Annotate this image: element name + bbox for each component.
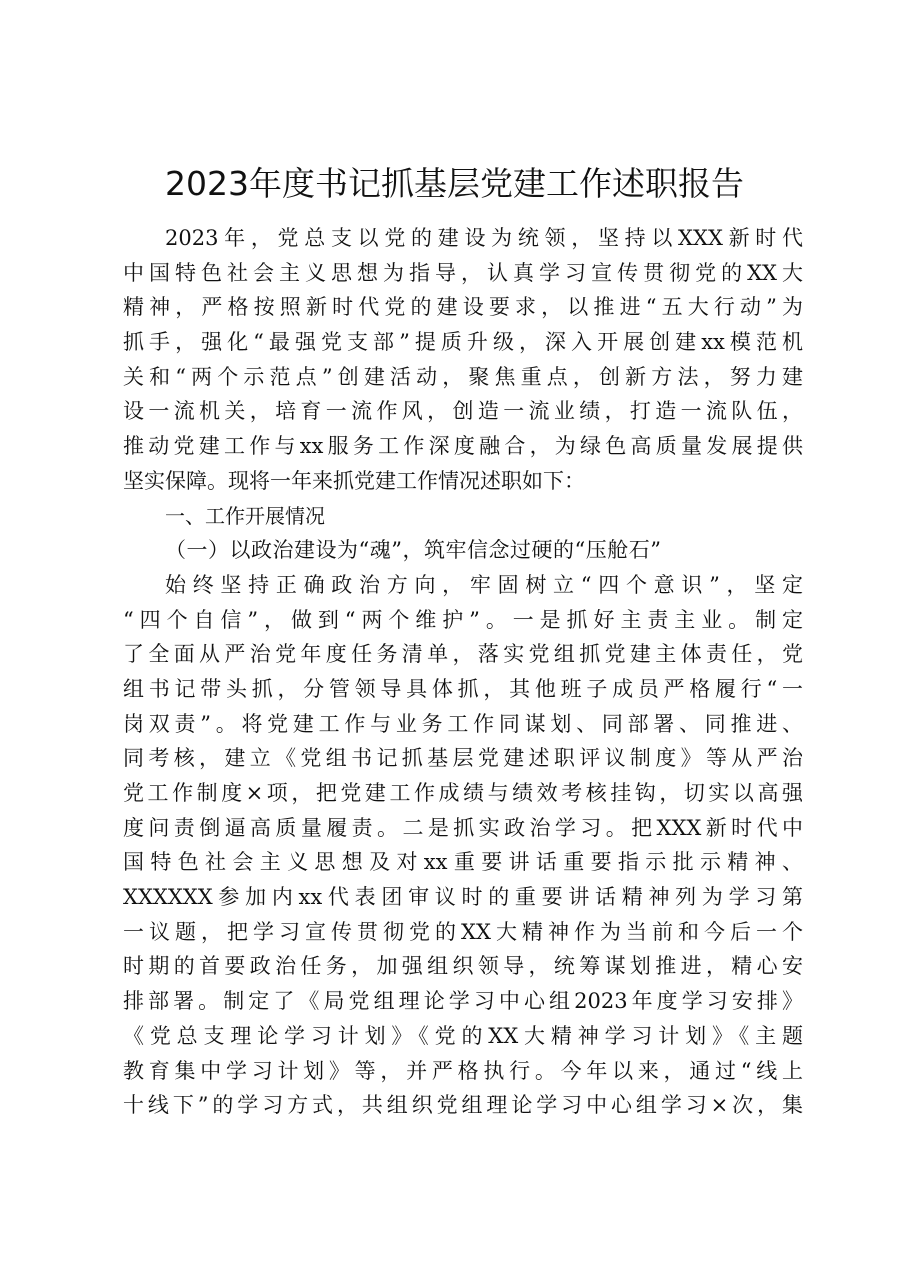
paragraph-line: 国特色社会主义思想及对xx重要讲话重要指示批示精神、 bbox=[123, 850, 803, 875]
paragraph-line: 岗双责”。将党建工作与业务工作同谋划、同部署、同推进、 bbox=[123, 711, 803, 736]
paragraph-line: 坚实保障。现将一年来抓党建工作情况述职如下： bbox=[123, 468, 585, 493]
paragraph-line: 关和“两个示范点”创建活动，聚焦重点，创新方法，努力建 bbox=[123, 364, 803, 389]
paragraph-line: “四个自信”，做到“两个维护”。一是抓好主责主业。制定 bbox=[123, 607, 803, 632]
paragraph-line: 一议题，把学习宣传贯彻党的XX大精神作为当前和今后一个 bbox=[123, 919, 803, 944]
paragraph-line: 教育集中学习计划》等，并严格执行。今年以来，通过“线上 bbox=[123, 1058, 803, 1083]
paragraph-line: 组书记带头抓，分管领导具体抓，其他班子成员严格履行“一 bbox=[123, 676, 803, 701]
subsection-heading: （一）以政治建设为“魂”，筑牢信念过硬的“压舱石” bbox=[165, 538, 662, 563]
paragraph-line: 了全面从严治党年度任务清单，落实党组抓党建主体责任，党 bbox=[123, 642, 803, 667]
paragraph-line: 党工作制度×项，把党建工作成绩与绩效考核挂钩，切实以高强 bbox=[123, 781, 803, 805]
paragraph-line: 设一流机关，培育一流作风，创造一流业绩，打造一流队伍， bbox=[123, 399, 803, 424]
paragraph-line: 同考核，建立《党组书记抓基层党建述职评议制度》等从严治 bbox=[123, 746, 803, 771]
paragraph-line: 中国特色社会主义思想为指导，认真学习宣传贯彻党的XX大 bbox=[123, 260, 803, 285]
paragraph-line: 排部署。制定了《局党组理论学习中心组2023年度学习安排》 bbox=[123, 989, 803, 1014]
paragraph-line: 2023年，党总支以党的建设为统领，坚持以XXX新时代 bbox=[165, 226, 803, 250]
document-body bbox=[123, 221, 803, 1123]
paragraph-line: XXXXXX参加内xx代表团审议时的重要讲话精神列为学习第 bbox=[123, 885, 803, 910]
paragraph-line: 抓手，强化“最强党支部”提质升级，深入开展创建xx模范机 bbox=[123, 330, 803, 355]
section-heading: 一、工作开展情况 bbox=[165, 503, 325, 528]
paragraph-line: 始终坚持正确政治方向，牢固树立“四个意识”，坚定 bbox=[165, 572, 803, 597]
paragraph-line: 精神，严格按照新时代党的建设要求，以推进“五大行动”为 bbox=[123, 295, 803, 320]
paragraph-line: 度问责倒逼高质量履责。二是抓实政治学习。把XXX新时代中 bbox=[123, 815, 803, 840]
paragraph-line: 十线下”的学习方式，共组织党组理论学习中心组学习×次，集 bbox=[123, 1093, 803, 1118]
paragraph-line: 时期的首要政治任务，加强组织领导，统筹谋划推进，精心安 bbox=[123, 954, 803, 979]
paragraph-line: 推动党建工作与xx服务工作深度融合，为绿色高质量发展提供 bbox=[123, 434, 803, 459]
paragraph-line: 《党总支理论学习计划》《党的XX大精神学习计划》《主题 bbox=[123, 1023, 803, 1048]
document-title: 2023年度书记抓基层党建工作述职报告 bbox=[165, 164, 744, 203]
